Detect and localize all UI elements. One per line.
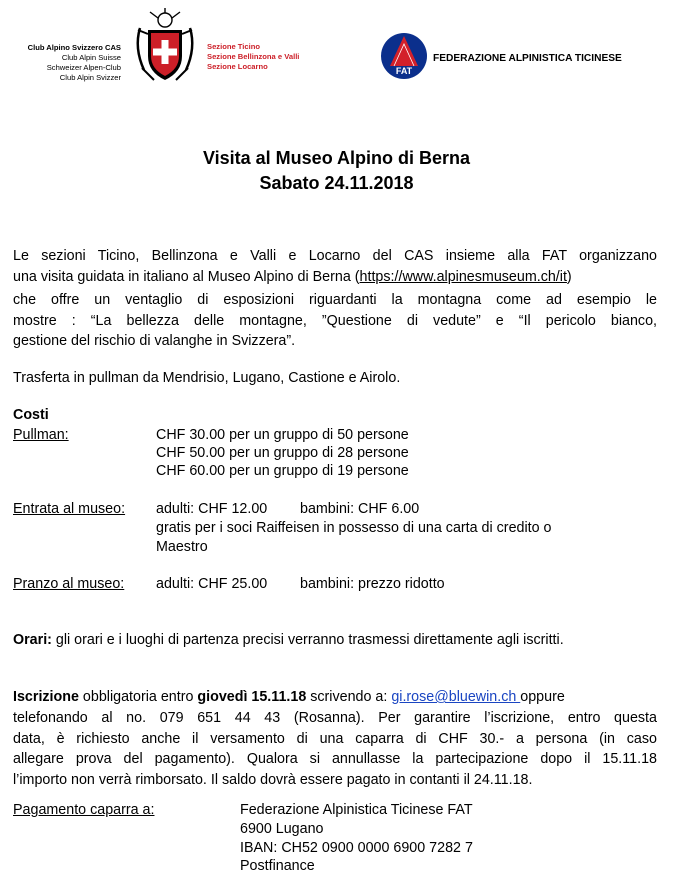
registration-line-3: data, è richiesto anche il versamento di una caparra di CHF 30.- a persona (in caso — [13, 731, 657, 747]
registration-label: Iscrizione — [13, 689, 79, 705]
payment-line-3: IBAN: CH52 0900 0000 6900 7282 7 — [240, 840, 473, 856]
cas-name-rm: Club Alpin Svizzer — [59, 73, 121, 82]
cas-sections — [207, 42, 299, 72]
intro-line-1: Le sezioni Ticino, Bellinzona e Valli e Locarno del CAS insieme alla FAT organizzano — [13, 248, 657, 264]
museum-children: bambini: CHF 6.00 — [300, 501, 420, 517]
lunch-label: Pranzo al museo: — [13, 576, 125, 592]
payment-line-1: Federazione Alpinistica Ticinese FAT — [240, 802, 473, 818]
lunch-children: bambini: prezzo ridotto — [300, 576, 445, 592]
registration-text-2: scrivendo a: — [306, 689, 392, 705]
museum-note-line-1: gratis per i soci Raiffeisen in possesso di una carta di credito o — [156, 520, 552, 536]
fat-logo-icon — [380, 30, 428, 82]
registration-line-4: allegare prova del pagamento). Qualora si annullasse la partecipazione dopo il 15.11.18 — [13, 751, 657, 767]
lunch-adults: adulti: CHF 25.00 — [156, 576, 268, 592]
fat-name: FEDERAZIONE ALPINISTICA TICINESE — [433, 53, 622, 64]
payment-line-4: Postfinance — [240, 858, 315, 874]
payment-label: Pagamento caparra a: — [13, 802, 155, 818]
cas-logo-icon — [130, 8, 200, 86]
registration-line-2: telefonando al no. 079 651 44 43 (Rosanna). Per garantire l’iscrizione, entro questa — [13, 710, 657, 726]
cas-name-it: Club Alpino Svizzero CAS — [27, 43, 121, 52]
intro-line-2-close: ) — [566, 269, 572, 285]
intro-line-3: che offre un ventaglio di esposizioni riguardanti la montagna come ad esempio le — [13, 292, 657, 308]
cas-name-de: Schweizer Alpen-Club — [46, 63, 121, 72]
registration-text-3: oppure — [520, 689, 565, 705]
section-ticino: Sezione Ticino — [207, 42, 261, 51]
pullman-line-3: CHF 60.00 per un gruppo di 19 persone — [156, 463, 409, 479]
costs-heading: Costi — [13, 407, 49, 423]
section-bellinzona: Sezione Bellinzona e Valli — [207, 52, 300, 61]
museum-link[interactable]: https://www.alpinesmuseum.ch/it — [359, 269, 567, 285]
intro-line-2 — [13, 267, 572, 288]
payment-line-2: 6900 Lugano — [240, 821, 324, 837]
cas-name-fr: Club Alpin Suisse — [61, 53, 121, 62]
schedule-text — [13, 632, 564, 649]
schedule-body: gli orari e i luoghi di partenza precisi verranno trasmessi direttamente agli iscritti. — [51, 632, 564, 648]
registration-deadline: giovedì 15.11.18 — [197, 689, 307, 705]
transfer-text: Trasferta in pullman da Mendrisio, Lugano, Castione e Airolo. — [13, 370, 401, 386]
pullman-label: Pullman: — [13, 427, 69, 443]
registration-email-link[interactable]: gi.rose@bluewin.ch — [391, 689, 521, 705]
museum-label: Entrata al museo: — [13, 501, 126, 517]
title-line-2: Sabato 24.11.2018 — [259, 173, 414, 193]
pullman-line-1: CHF 30.00 per un gruppo di 50 persone — [156, 427, 409, 443]
registration-line-5: l’importo non verrà rimborsato. Il saldo dovrà essere pagato in contanti il 24.11.18. — [13, 772, 533, 788]
section-locarno: Sezione Locarno — [207, 62, 268, 71]
intro-line-5: gestione del rischio di valanghe in Svizzera”. — [13, 333, 296, 349]
registration-line-1 — [13, 687, 565, 708]
pullman-line-2: CHF 50.00 per un gruppo di 28 persone — [156, 445, 409, 461]
intro-line-2-text: una visita guidata in italiano al Museo Alpino di Berna ( — [13, 269, 360, 285]
museum-note-line-2: Maestro — [156, 539, 208, 555]
title-line-1: Visita al Museo Alpino di Berna — [202, 148, 471, 168]
museum-adults: adulti: CHF 12.00 — [156, 501, 268, 517]
intro-line-4: mostre : “La bellezza delle montagne, ”Questione di vedute” e “Il pericolo bianco, — [13, 313, 657, 329]
schedule-label: Orari: — [13, 632, 52, 648]
cas-club-names — [0, 43, 121, 83]
fat-logo-text: FAT — [395, 66, 413, 76]
registration-text-1: obbligatoria entro — [78, 689, 198, 705]
